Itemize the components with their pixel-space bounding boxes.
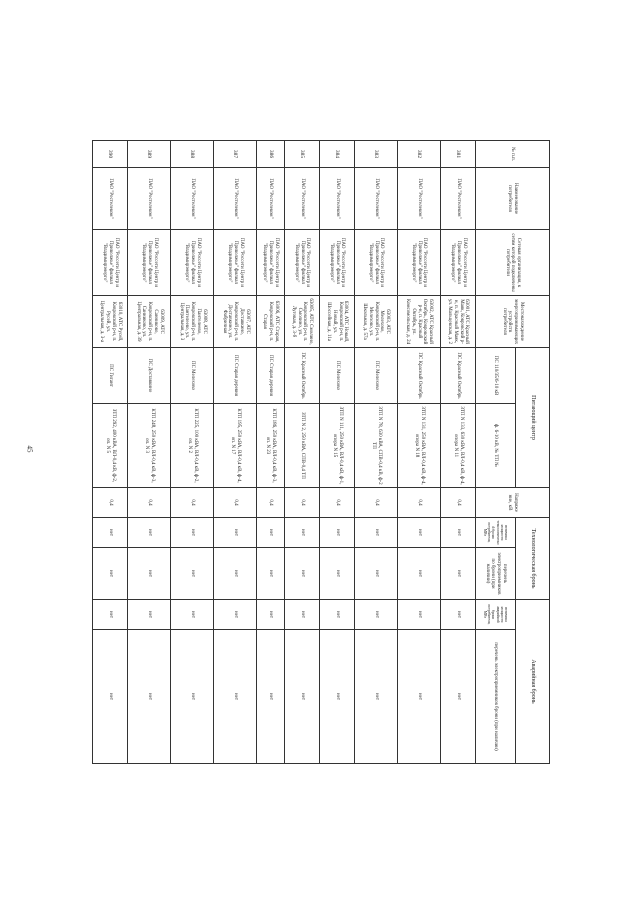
cell-tech-power: нет bbox=[214, 518, 257, 548]
cell-num: 385 bbox=[284, 141, 319, 168]
cell-consumer: ПАО "Ростелеком" bbox=[397, 168, 440, 230]
cell-consumer: ПАО "Ростелеком" bbox=[284, 168, 319, 230]
cell-voltage: 0,4 bbox=[171, 488, 214, 518]
cell-emerg-list: нет bbox=[397, 630, 440, 764]
cell-network: ПАО "Россети Центр и Приволжье" филиал "Владимирэнерго" bbox=[354, 230, 397, 296]
cell-consumer: ПАО "Ростелеком" bbox=[354, 168, 397, 230]
cell-voltage: 0,4 bbox=[319, 488, 354, 518]
cell-num: 382 bbox=[397, 141, 440, 168]
header-tech-power: величина мощности технологической брони потребителя, МВт bbox=[476, 518, 516, 548]
cell-voltage: 0,4 bbox=[397, 488, 440, 518]
cell-location: 63003, АТС Мелехово, Ковровский р-н, п. Мелехово, ул. Школьная, д. 57а bbox=[354, 296, 397, 348]
cell-substation: ПС Доставкино bbox=[128, 348, 171, 404]
cell-feeder: ЗТП N 78, 630 кВА, СПВ-0,4 кВ, ф-2 ТП bbox=[354, 404, 397, 488]
header-consumer: Наименование потребителя bbox=[476, 168, 550, 230]
cell-voltage: 0,4 bbox=[214, 488, 257, 518]
cell-network: ПАО "Россети Центр и Приволжье" филиал "Владимирэнерго" bbox=[284, 230, 319, 296]
cell-feeder: КТП 225, 100 кВА, ВЛ-0,4 кВ, ф-2, оп. N 2 bbox=[171, 404, 214, 488]
cell-emerg-power: нет bbox=[319, 600, 354, 630]
cell-num: 389 bbox=[128, 141, 171, 168]
cell-feeder: КТП 186, 250 кВА, ВЛ-0,4 кВ, ф-3, оп. N 23 bbox=[257, 404, 284, 488]
table-row bbox=[257, 141, 284, 764]
cell-voltage: 0,4 bbox=[284, 488, 319, 518]
cell-tech-power: нет bbox=[354, 518, 397, 548]
header-emerg-list: перечень электроприемников брони (при наличии) bbox=[476, 630, 516, 764]
cell-tech-power: нет bbox=[93, 518, 128, 548]
cell-location: 63002, АТС Красный Октябрь, Ковровский р-н, п. Красный Октябрь, ул. Комсомольская, д. 24 bbox=[397, 296, 440, 348]
cell-substation: ПС Старая деревня bbox=[214, 348, 257, 404]
table-row bbox=[319, 141, 354, 764]
cell-emerg-list: нет bbox=[214, 630, 257, 764]
cell-tech-list: нет bbox=[171, 548, 214, 600]
cell-location: 63004, АТС Новый, Ковровский р-н, п. Новый, ул. Шоссейная, д. 11а bbox=[319, 296, 354, 348]
cell-tech-power: нет bbox=[257, 518, 284, 548]
cell-tech-list: нет bbox=[257, 548, 284, 600]
header-supply-center: Питающий центр bbox=[516, 348, 550, 488]
cell-consumer: ПАО "Ростелеком" bbox=[257, 168, 284, 230]
cell-substation: ПС Красный Октябрь bbox=[284, 348, 319, 404]
cell-network: ПАО "Россети Центр и Приволжье" филиал "Владимирэнерго" bbox=[128, 230, 171, 296]
cell-emerg-power: нет bbox=[354, 600, 397, 630]
cell-tech-list: нет bbox=[93, 548, 128, 600]
cell-tech-list: нет bbox=[354, 548, 397, 600]
cell-emerg-power: нет bbox=[214, 600, 257, 630]
cell-network: ПАО "Россети Центр и Приволжье" филиал "Владимирэнерго" bbox=[171, 230, 214, 296]
cell-substation: ПС Мелехово bbox=[319, 348, 354, 404]
cell-emerg-power: нет bbox=[284, 600, 319, 630]
cell-tech-power: нет bbox=[171, 518, 214, 548]
cell-emerg-list: нет bbox=[319, 630, 354, 764]
header-location: Местонахождение энергопринимающих устройств потребителя bbox=[476, 296, 550, 348]
table-row bbox=[93, 141, 128, 764]
table-row bbox=[128, 141, 171, 764]
cell-num: 390 bbox=[93, 141, 128, 168]
cell-location: 63001, АТС Красный Маяк, Ковровский р-н, п. Красный Маяк, ул. Мальцевская, д. 2 bbox=[440, 296, 475, 348]
cell-tech-list: нет bbox=[440, 548, 475, 600]
cell-feeder: ЗТП 292, 400 кВА, ВЛ-0,4 кВ, ф-2, оп. N 5 bbox=[93, 404, 128, 488]
table-row bbox=[284, 141, 319, 764]
cell-substation: ПС Старая деревня bbox=[257, 348, 284, 404]
cell-voltage: 0,4 bbox=[93, 488, 128, 518]
cell-location: 63007, АТС Доставкино, Ковровский р-н, п. Доставкино, ул. Фабричная bbox=[214, 296, 257, 348]
header-tech-reserve: Технологическая бронь bbox=[516, 518, 550, 600]
cell-feeder: ЗТП N 2, 250 кВА, СПВ-0,4 ТП bbox=[284, 404, 319, 488]
cell-substation: ПС Красный Октябрь bbox=[440, 348, 475, 404]
cell-emerg-list: нет bbox=[284, 630, 319, 764]
cell-tech-list: нет bbox=[128, 548, 171, 600]
cell-tech-power: нет bbox=[284, 518, 319, 548]
cell-tech-power: нет bbox=[440, 518, 475, 548]
header-supply-sub: ПС 110/35/6-10 кВ bbox=[476, 348, 516, 404]
cell-network: ПАО "Россети Центр и Приволжье" филиал "Владимирэнерго" bbox=[319, 230, 354, 296]
cell-feeder: ЗТП N 133, 630 кВА, ВЛ-0,4 кВ, ф-4, опора N 11 bbox=[440, 404, 475, 488]
cell-feeder: КТП 248, 250 кВА, ВЛ-0,4 кВ, ф-3, оп. N 3 bbox=[128, 404, 171, 488]
cell-emerg-power: нет bbox=[257, 600, 284, 630]
cell-tech-power: нет bbox=[128, 518, 171, 548]
cell-consumer: ПАО "Ростелеком" bbox=[128, 168, 171, 230]
cell-num: 387 bbox=[214, 141, 257, 168]
cell-tech-power: нет bbox=[397, 518, 440, 548]
cell-tech-power: нет bbox=[319, 518, 354, 548]
table-row bbox=[214, 141, 257, 764]
cell-consumer: ПАО "Ростелеком" bbox=[319, 168, 354, 230]
cell-tech-list: нет bbox=[214, 548, 257, 600]
header-emerg-power: величина мощности аварийной брони потребителя, МВт bbox=[476, 600, 516, 630]
cell-num: 381 bbox=[440, 141, 475, 168]
cell-emerg-list: нет bbox=[354, 630, 397, 764]
cell-location: 63005, АТС Смолино, Ковровский р-н, п. Смолино, ул. Луговая, д. 3-б bbox=[284, 296, 319, 348]
cell-location: 63009, АТС Санниково, Ковровский р-н, п. Санниково, ул. Центральная, д. 39 bbox=[128, 296, 171, 348]
cell-location: 63006, АТС Старая, Ковровский р-н, п. Старая bbox=[257, 296, 284, 348]
cell-emerg-power: нет bbox=[93, 600, 128, 630]
cell-num: 384 bbox=[319, 141, 354, 168]
cell-network: ПАО "Россети Центр и Приволжье" филиал "Владимирэнерго" bbox=[257, 230, 284, 296]
header-tech-list: перечень электроприемников по брони (при наличии) bbox=[476, 548, 516, 600]
cell-substation: ПС Гигант bbox=[93, 348, 128, 404]
cell-voltage: 0,4 bbox=[354, 488, 397, 518]
cell-location: 63010, АТС Русей, Ковровский р-н, п. Русей, ул. Центральная, д. 3-а bbox=[93, 296, 128, 348]
cell-substation: ПС Мелехово bbox=[354, 348, 397, 404]
header-voltage: Напряже ние, кВ bbox=[476, 488, 550, 518]
cell-consumer: ПАО "Ростелеком" bbox=[440, 168, 475, 230]
cell-consumer: ПАО "Ростелеком" bbox=[171, 168, 214, 230]
page-number: 45 bbox=[25, 445, 34, 453]
cell-voltage: 0,4 bbox=[128, 488, 171, 518]
cell-num: 383 bbox=[354, 141, 397, 168]
cell-network: ПАО "Россети Центр и Приволжье" филиал "Владимирэнерго" bbox=[214, 230, 257, 296]
cell-voltage: 0,4 bbox=[257, 488, 284, 518]
cell-tech-list: нет bbox=[319, 548, 354, 600]
cell-num: 388 bbox=[171, 141, 214, 168]
cell-location: 63008, АТС Пантелеево, Ковровский р-н, п. Пантелеево, ул. Центральная, д. 3 bbox=[171, 296, 214, 348]
cell-network: ПАО "Россети Центр и Приволжье" филиал "Владимирэнерго" bbox=[93, 230, 128, 296]
cell-network: ПАО "Россети Центр и Приволжье" филиал "Владимирэнерго" bbox=[440, 230, 475, 296]
cell-emerg-list: нет bbox=[171, 630, 214, 764]
cell-feeder: ЗТП N 111, 250 кВА, ВЛ-0,4 кВ, ф-1, опора N 15 bbox=[319, 404, 354, 488]
table-row bbox=[397, 141, 440, 764]
table-row bbox=[354, 141, 397, 764]
cell-emerg-list: нет bbox=[440, 630, 475, 764]
cell-tech-list: нет bbox=[397, 548, 440, 600]
cell-substation: ПС Мелехово bbox=[171, 348, 214, 404]
cell-voltage: 0,4 bbox=[440, 488, 475, 518]
cell-consumer: ПАО "Ростелеком" bbox=[93, 168, 128, 230]
cell-consumer: ПАО "Ростелеком" bbox=[214, 168, 257, 230]
rotated-page bbox=[92, 140, 550, 763]
cell-emerg-list: нет bbox=[93, 630, 128, 764]
cell-network: ПАО "Россети Центр и Приволжье" филиал "Владимирэнерго" bbox=[397, 230, 440, 296]
table-row bbox=[171, 141, 214, 764]
cell-emerg-list: нет bbox=[257, 630, 284, 764]
header-emerg-reserve: Аварийная бронь bbox=[516, 600, 550, 764]
table-row bbox=[440, 141, 475, 764]
cell-emerg-power: нет bbox=[440, 600, 475, 630]
cell-feeder: ЗТП N 131, 250 кВА, ВЛ-0,4 кВ, ф-4, опора N 18 bbox=[397, 404, 440, 488]
cell-tech-list: нет bbox=[284, 548, 319, 600]
header-feeder: ф. 6-10 кВ, № ТП № bbox=[476, 404, 516, 488]
cell-num: 386 bbox=[257, 141, 284, 168]
cell-substation: ПС Красный Октябрь bbox=[397, 348, 440, 404]
cell-emerg-power: нет bbox=[171, 600, 214, 630]
cell-emerg-power: нет bbox=[397, 600, 440, 630]
reserve-table bbox=[92, 140, 550, 764]
cell-emerg-list: нет bbox=[128, 630, 171, 764]
header-num: № п.п. bbox=[476, 141, 550, 168]
header-network: Сетевая организация, к сетям которой подключены потребители bbox=[476, 230, 550, 296]
cell-emerg-power: нет bbox=[128, 600, 171, 630]
cell-feeder: КТП 195, 250 кВА, ВЛ-0,4 кВ, ф-4, оп. N 17 bbox=[214, 404, 257, 488]
